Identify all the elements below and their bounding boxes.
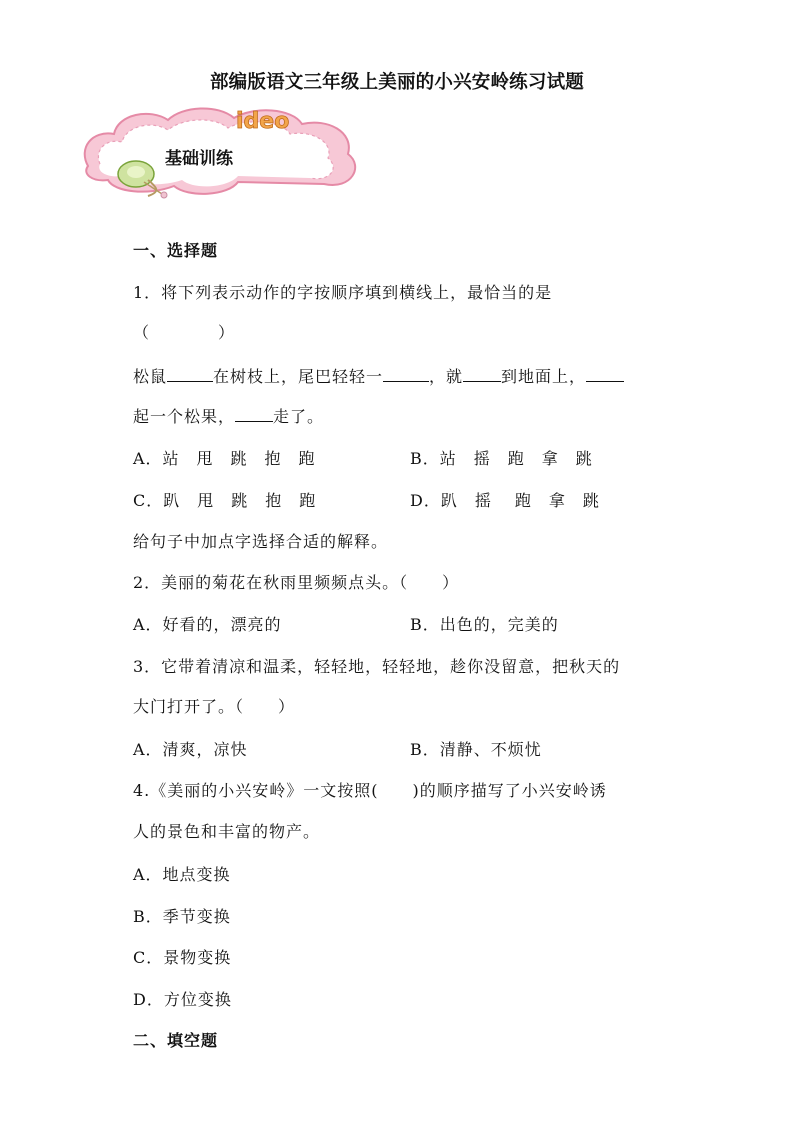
answer-blank[interactable] xyxy=(235,406,273,422)
instruction-text: 给句子中加点字选择合适的解释。 xyxy=(133,532,389,551)
question-1-option-a[interactable]: A．站 甩 跳 抱 跑 xyxy=(133,449,316,468)
question-4-option-b[interactable]: B．季节变换 xyxy=(133,907,231,926)
question-1-option-d[interactable]: D．趴 摇 跑 拿 跳 xyxy=(410,491,600,510)
question-2-option-b[interactable]: B．出色的，完美的 xyxy=(410,615,559,634)
question-3-option-b[interactable]: B．清静、不烦忧 xyxy=(410,740,542,759)
answer-blank[interactable] xyxy=(586,366,624,382)
question-1-option-b[interactable]: B．站 摇 跑 拿 跳 xyxy=(410,449,593,468)
question-4-option-c[interactable]: C．景物变换 xyxy=(133,948,232,967)
question-3-line2: 大门打开了。（ ） xyxy=(133,697,296,716)
sentence-fragment: ，就 xyxy=(429,367,464,386)
question-1-stem: 1．将下列表示动作的字按顺序填到横线上，最恰当的是 xyxy=(133,283,553,302)
answer-blank[interactable] xyxy=(383,366,429,382)
question-3-line1: 3．它带着清凉和温柔，轻轻地，轻轻地，趁你没留意，把秋天的 xyxy=(133,657,621,676)
answer-blank[interactable] xyxy=(463,366,501,382)
sentence-fragment: 在树枝上，尾巴轻轻一 xyxy=(213,367,384,386)
section-heading-fill: 二、填空题 xyxy=(133,1031,219,1050)
question-1-option-c[interactable]: C．趴 甩 跳 抱 跑 xyxy=(133,491,317,510)
question-4-line2: 人的景色和丰富的物产。 xyxy=(133,822,321,841)
badge-decor-text: ideo xyxy=(236,109,290,134)
question-1-sentence-line2 xyxy=(133,404,324,427)
answer-blank[interactable] xyxy=(167,366,213,382)
question-2-stem: 2．美丽的菊花在秋雨里频频点头。（ ） xyxy=(133,573,460,592)
question-4-line1: 4.《美丽的小兴安岭》一文按照( )的顺序描写了小兴安岭诱 xyxy=(133,781,607,800)
question-2-option-a[interactable]: A．好看的，漂亮的 xyxy=(133,615,282,634)
question-4-option-a[interactable]: A．地点变换 xyxy=(133,865,231,884)
question-1-sentence-line1 xyxy=(133,364,624,387)
sentence-fragment: 起一个松果， xyxy=(133,407,236,426)
section-badge-label: 基础训练 xyxy=(165,149,233,169)
question-4-option-d[interactable]: D．方位变换 xyxy=(133,990,232,1009)
section-heading-choice: 一、选择题 xyxy=(133,241,219,260)
sentence-fragment: 走了。 xyxy=(273,407,325,426)
question-1-paren: （ ） xyxy=(133,323,236,342)
question-3-option-a[interactable]: A．清爽，凉快 xyxy=(133,740,248,759)
sentence-fragment: 到地面上， xyxy=(501,367,587,386)
sentence-fragment: 松鼠 xyxy=(133,367,168,386)
page-title: 部编版语文三年级上美丽的小兴安岭练习试题 xyxy=(209,72,584,93)
